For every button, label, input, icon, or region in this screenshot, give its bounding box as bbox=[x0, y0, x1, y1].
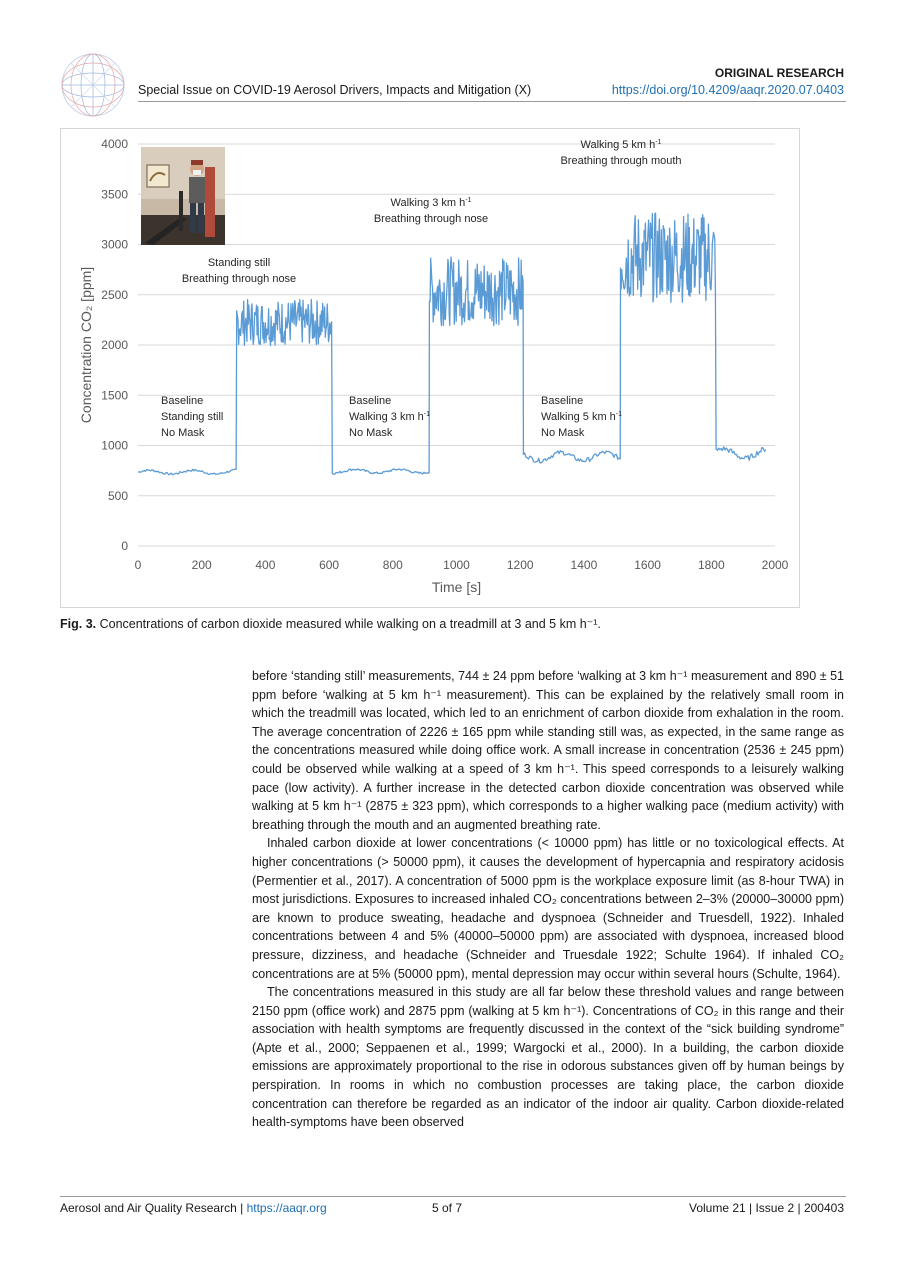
x-tick-label: 1200 bbox=[506, 558, 534, 572]
chart-annotation-text: Walking 5 km h bbox=[580, 139, 656, 151]
chart-annotation-text: Walking 3 km h bbox=[349, 411, 424, 423]
chart-annotation: No Mask bbox=[349, 427, 393, 439]
chart-annotation: Standing still bbox=[161, 411, 224, 423]
figure-caption-label: Fig. 3. bbox=[60, 617, 97, 631]
chart-annotation: Baseline bbox=[349, 395, 392, 407]
chart-annotation bbox=[580, 139, 661, 151]
page-number: 5 of 7 bbox=[432, 1201, 463, 1215]
paragraph: Inhaled carbon dioxide at lower concentrations (< 10000 ppm) has little or no toxicological effects. At higher concentrations (> 50000 ppm), it causes the development of hypercapnia and respiratory acidosis (Permentier et al., 2017). A concentration of 5000 ppm is the workplace exposure limit (as 8-hour TWA) in most jurisdictions. Exposures to increased inhaled CO₂ concentrations between 2–3% (20000–30000 ppm) are known to produce sweating, headache and dyspnoea (Schneider and Truesdell, 1922). Inhaled concentrations between 4 and 5% (40000–50000 ppm) are associated with dyspnoea, increased blood pressure, dizziness, and headache (Schneider and Truesdale 1922; Schulte 1964). If inhaled CO₂ concentrations are at 5% (50000 ppm), mental depression may occur within several hours (Schulte, 1964). bbox=[252, 836, 844, 981]
footer-volume: Volume 21 | Issue 2 | 200403 bbox=[688, 1201, 844, 1215]
figure-caption-text: Concentrations of carbon dioxide measured while walking on a treadmill at 3 and 5 km h⁻¹. bbox=[96, 617, 601, 631]
y-tick-label: 3000 bbox=[101, 237, 128, 252]
x-tick-label: 1000 bbox=[443, 558, 470, 572]
y-tick-label: 500 bbox=[107, 488, 128, 503]
figure-3 bbox=[60, 128, 800, 608]
paragraph: The concentrations measured in this study are all far below these threshold values and range between 2150 ppm (office work) and 2875 ppm (walking at 5 km h⁻¹). Concentrations of CO₂ in this range and their association with health symptoms are frequently discussed in the context of the “sick building syndrome” (Apte et al., 2000; Seppaenen et al., 1999; Wargocki et al., 2000). In a building, the carbon dioxide emissions are approximately proportional to the rise in odorous substances given off by human beings by perspiration. In rooms in which no combustion processes are taking place, the carbon dioxide concentration can therefore be regarded as an indicator of the indoor air quality. Carbon dioxide-related health-symptoms have been observed bbox=[252, 985, 844, 1130]
y-tick-label: 0 bbox=[121, 539, 128, 553]
chart-annotation-superscript: -1 bbox=[655, 139, 662, 146]
chart-annotation: Standing still bbox=[207, 257, 271, 269]
y-axis-label: Concentration CO₂ [ppm] bbox=[78, 266, 94, 424]
treadmill-photo bbox=[141, 147, 225, 245]
chart-annotation-superscript: -1 bbox=[615, 411, 623, 418]
article-type-label: ORIGINAL RESEARCH bbox=[714, 66, 844, 80]
chart-annotation-superscript: -1 bbox=[423, 411, 431, 418]
doi-link[interactable]: https://doi.org/10.4209/aaqr.2020.07.0403 bbox=[611, 83, 844, 97]
footer-journal bbox=[60, 1201, 327, 1215]
y-tick-label: 3500 bbox=[101, 187, 128, 202]
chart-annotation: Baseline bbox=[541, 395, 584, 407]
co2-series-line bbox=[138, 213, 766, 475]
chart-annotation: No Mask bbox=[541, 427, 585, 439]
footer-journal-link[interactable]: https://aaqr.org bbox=[246, 1201, 327, 1215]
y-tick-label: 2000 bbox=[101, 338, 128, 352]
journal-issue-title: Special Issue on COVID-19 Aerosol Drivers, Impacts and Mitigation (X) bbox=[138, 83, 532, 97]
figure-caption bbox=[60, 616, 601, 631]
y-tick-label: 1500 bbox=[101, 388, 128, 403]
footer-divider bbox=[60, 1196, 846, 1197]
x-tick-label: 600 bbox=[319, 558, 340, 572]
chart-annotation: No Mask bbox=[161, 427, 205, 439]
x-tick-label: 1600 bbox=[634, 558, 661, 572]
chart-annotation-text: Walking 3 km h bbox=[390, 197, 466, 209]
footer-journal-name: Aerosol and Air Quality Research | bbox=[60, 1201, 244, 1215]
x-axis-label: Time [s] bbox=[431, 579, 482, 595]
chart-annotation bbox=[390, 197, 471, 209]
x-tick-label: 200 bbox=[191, 558, 212, 572]
chart-annotation: Breathing through nose bbox=[181, 273, 297, 285]
y-tick-label: 2500 bbox=[101, 287, 128, 302]
chart-annotation-text: Walking 5 km h bbox=[541, 411, 616, 423]
body-text bbox=[252, 667, 844, 1132]
x-tick-label: 800 bbox=[382, 558, 403, 572]
chart-annotation: Baseline bbox=[161, 395, 204, 407]
y-tick-label: 1000 bbox=[101, 438, 128, 453]
x-tick-label: 400 bbox=[255, 558, 276, 572]
chart-annotation: Breathing through mouth bbox=[560, 155, 682, 167]
x-tick-label: 0 bbox=[134, 558, 142, 572]
chart-annotation: Breathing through nose bbox=[373, 213, 489, 225]
chart-annotation bbox=[541, 411, 622, 423]
x-tick-label: 1800 bbox=[697, 558, 725, 572]
header-divider bbox=[138, 101, 846, 102]
journal-logo-globe-icon bbox=[60, 52, 126, 118]
chart-annotation-superscript: -1 bbox=[465, 197, 472, 204]
paragraph: before ‘standing still’ measurements, 744 ± 24 ppm before ‘walking at 3 km h⁻¹ measurement and 890 ± 51 ppm before ‘walking at 5 km h⁻¹ measurement). This can be explained by the relatively small room in which the treadmill was located, which led to an enrichment of carbon dioxide from exhalation in the room. The average concentration of 2226 ± 165 ppm while standing still was, as expected, in the same range as the concentrations measured while doing office work. A small increase in concentration (2536 ± 245 ppm) could be observed while walking at a speed of 3 km h⁻¹. This speed corresponds to a leisurely walking pace (low activity). A further increase in the detected carbon dioxide concentration was observed while walking at 5 km h⁻¹ (2875 ± 323 ppm), which corresponds to a higher walking pace (medium activity) with breathing through the mouth and an augmented breathing rate. bbox=[252, 669, 844, 832]
x-tick-label: 2000 bbox=[761, 558, 789, 572]
chart-annotation bbox=[349, 411, 430, 423]
x-tick-label: 1400 bbox=[570, 558, 598, 572]
y-tick-label: 4000 bbox=[101, 137, 128, 151]
